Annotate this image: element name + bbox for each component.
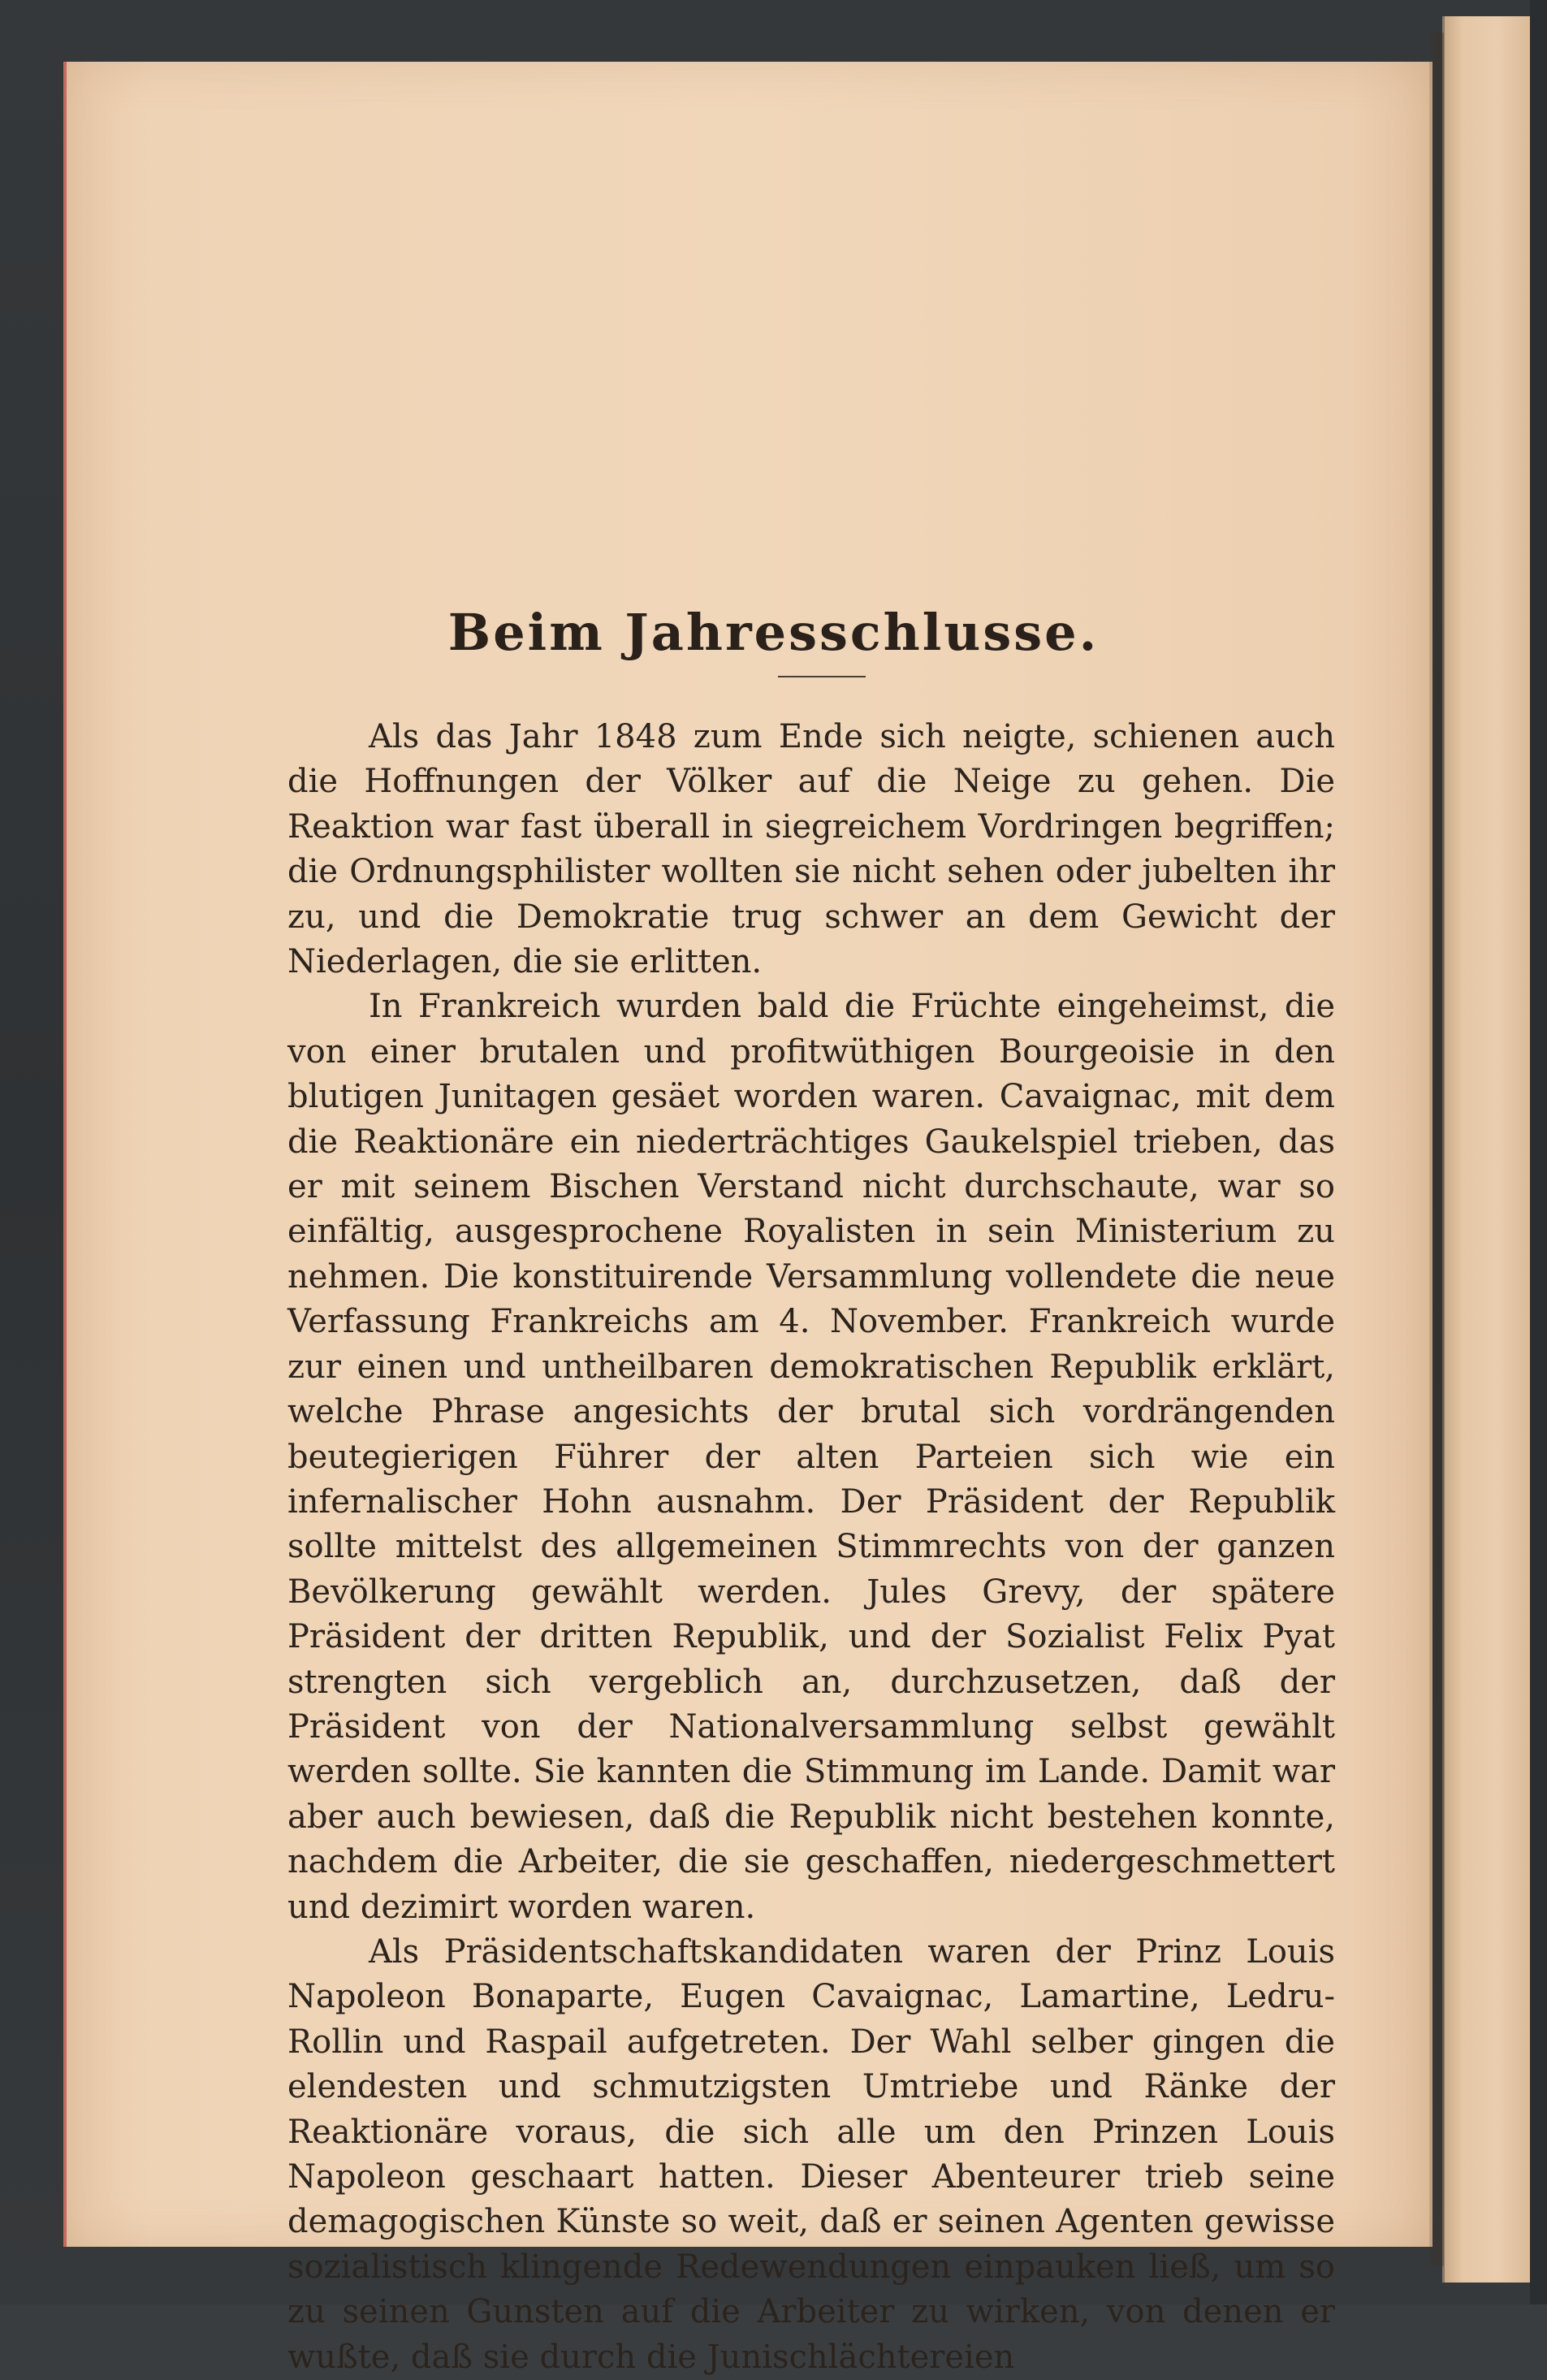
paragraph: Als das Jahr 1848 zum Ende sich neigte, schienen auch die Hoffnungen der Völker auf die Neige zu gehen. Die Reaktion war fast überall in siegreichem Vordringen begriffen; die Ordnungsphilister wollten sie nicht sehen oder jubelten ihr zu, und die Demokratie trug schwer an dem Gewicht der Niederlagen, die sie erlitten.	[287, 718, 1335, 981]
paragraph: Als Präsidentschaftskandidaten waren der Prinz Louis Napoleon Bonaparte, Eugen Cavaignac, Lamartine, Ledru-Rollin und Raspail aufgetreten. Der Wahl selber gingen die elendesten und schmutzigsten Umtriebe und Ränke der Reaktionäre voraus, die sich alle um den Prinzen Louis Napoleon geschaart hatten. Dieser Abenteurer trieb seine demagogischen Künste so weit, daß er seinen Agenten gewisse sozialistisch klingende Redewendungen einpauken ließ, um so zu seinen Gunsten auf die Arbeiter zu wirken, von denen er wußte, daß sie durch die Junischlächtereien	[287, 1932, 1335, 2376]
body-text	[287, 715, 1335, 2380]
next-page-edge	[1442, 16, 1532, 2283]
chapter-title: Beim Jahresschlusse.	[447, 602, 1100, 662]
scan-border-right	[1530, 0, 1547, 2304]
paragraph: In Frankreich wurden bald die Früchte eingeheimst, die von einer brutalen und profitwüthigen Bourgeoisie in den blutigen Junitagen gesäet worden waren. Cavaignac, mit dem die Reaktionäre ein niederträchtiges Gaukelspiel trieben, das er mit seinem Bischen Verstand nicht durchschaute, war so einfältig, ausgesprochene Royalisten in sein Ministerium zu nehmen. Die konstituirende Versammlung vollendete die neue Verfassung Frankreichs am 4. November. Frankreich wurde zur einen und untheilbaren demokratischen Republik erklärt, welche Phrase angesichts der brutal sich vordrängenden beutegierigen Führer der alten Parteien sich wie ein infernalischer Hohn ausnahm. Der Präsident der Republik sollte mittelst des allgemeinen Stimmrechts von der ganzen Bevölkerung gewählt werden. Jules Grevy, der spätere Präsident der dritten Republik, und der Sozialist Felix Pyat strengten sich vergeblich an, durchzusetzen, daß der Präsident von der Nationalversammlung selbst gewählt werden sollte. Sie kannten die Stimmung im Lande. Damit war aber auch bewiesen, daß die Republik nicht bestehen konnte, nachdem die Arbeiter, die sie geschaffen, niedergeschmettert und dezimirt worden waren.	[287, 988, 1335, 1926]
title-divider	[778, 676, 866, 677]
gutter-shadow	[1429, 32, 1444, 2266]
